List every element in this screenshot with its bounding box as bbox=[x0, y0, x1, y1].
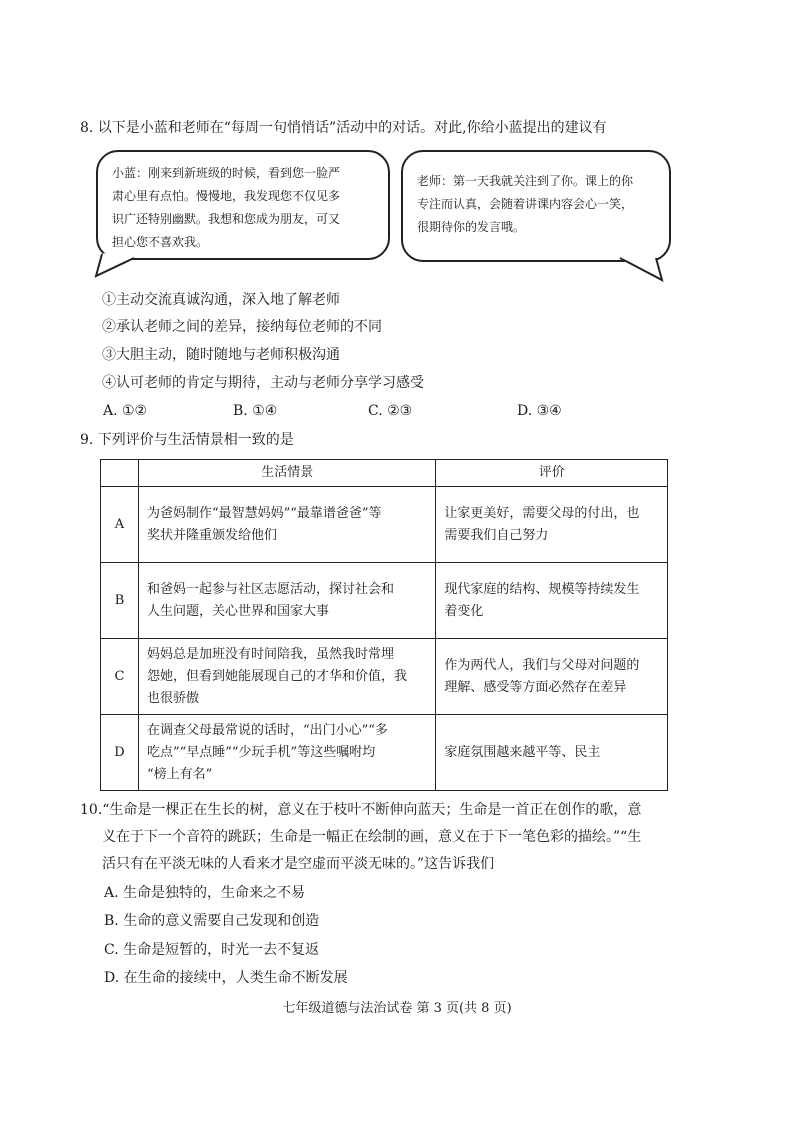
cell-line: 也很骄傲 bbox=[146, 690, 199, 706]
cell-line: 怨她，但看到她能展现自己的才华和价值，我 bbox=[146, 668, 407, 684]
q10-option-a: A. 生命是独特的，生命来之不易 bbox=[104, 885, 306, 901]
cell-line: 为爸妈制作“最智慧妈妈”“最靠谱爸爸”等 bbox=[146, 505, 382, 521]
cell-line: 奖状并隆重颁发给他们 bbox=[146, 527, 277, 543]
teacher-speech-bubble bbox=[401, 150, 671, 262]
cell-line: 人生问题，关心世界和国家大事 bbox=[146, 603, 329, 619]
choice-c: C. ②③ bbox=[368, 403, 413, 419]
q10-option-c: C. 生命是短暂的，时光一去不复返 bbox=[104, 942, 320, 958]
eval-cell bbox=[436, 639, 668, 715]
bubble-line: 小蓝：刚来到新班级的时候，看到您一脸严 bbox=[112, 166, 341, 180]
eval-cell bbox=[436, 563, 668, 639]
row-letter: A bbox=[101, 487, 139, 563]
cell-line: 着变化 bbox=[444, 603, 484, 619]
table-row bbox=[101, 715, 668, 791]
cell-line: 现代家庭的结构、规模等持续发生 bbox=[444, 581, 640, 597]
cell-line: 作为两代人，我们与父母对问题的 bbox=[444, 657, 640, 673]
cell-line: 需要我们自己努力 bbox=[444, 527, 549, 543]
q10-option-d: D. 在生命的接续中，人类生命不断发展 bbox=[104, 970, 348, 986]
q10-stem-line-2: 义在于下一个音符的跳跃；生命是一幅正在绘制的画，意义在于下一笔色彩的描绘。”“生 bbox=[102, 829, 642, 845]
cell-line: 在调查父母最常说的话时，“出门小心”“多 bbox=[146, 722, 388, 738]
cell-line: “榜上有名” bbox=[146, 766, 213, 782]
choice-d: D. ③④ bbox=[517, 403, 562, 419]
q9-table bbox=[100, 459, 668, 791]
choice-b: B. ①④ bbox=[233, 403, 278, 419]
student-speech-bubble bbox=[96, 150, 390, 260]
cell-line: 理解、感受等方面必然存在差异 bbox=[444, 679, 627, 695]
q8-stem: 8. 以下是小蓝和老师在“每周一句悄悄话”活动中的对话。对此,你给小蓝提出的建议有 bbox=[80, 120, 607, 136]
cell-line: 让家更美好，需要父母的付出，也 bbox=[444, 505, 640, 521]
row-letter: D bbox=[101, 715, 139, 791]
cell-line: 和爸妈一起参与社区志愿活动，探讨社会和 bbox=[146, 581, 394, 597]
page-footer: 七年级道德与法治试卷 第 3 页(共 8 页) bbox=[282, 1001, 512, 1016]
eval-cell bbox=[436, 715, 668, 791]
row-letter: B bbox=[101, 563, 139, 639]
bubble-line: 老师：第一天我就关注到了你。课上的你 bbox=[417, 174, 634, 188]
bubble-line: 识广还特别幽默。我想和您成为朋友，可又 bbox=[112, 212, 341, 226]
scene-cell bbox=[138, 563, 435, 639]
table-row bbox=[101, 639, 668, 715]
table-row bbox=[101, 563, 668, 639]
table-header-row bbox=[101, 460, 668, 487]
student-bubble-tail bbox=[94, 252, 154, 280]
bubble-line: 专注而认真，会随着讲课内容会心一笑， bbox=[417, 197, 634, 211]
scene-cell bbox=[138, 715, 435, 791]
statement-4: ④认可老师的肯定与期待，主动与老师分享学习感受 bbox=[102, 375, 424, 391]
choice-a: A. ①② bbox=[103, 403, 148, 419]
bubble-line: 肃心里有点怕。慢慢地，我发现您不仅见多 bbox=[112, 189, 341, 203]
header-scene: 生活情景 bbox=[138, 460, 435, 487]
statement-3: ③大胆主动，随时随地与老师积极沟通 bbox=[102, 347, 340, 363]
q9-stem: 9. 下列评价与生活情景相一致的是 bbox=[80, 432, 294, 448]
eval-cell bbox=[436, 487, 668, 563]
scene-cell bbox=[138, 487, 435, 563]
cell-line: 妈妈总是加班没有时间陪我，虽然我时常埋 bbox=[146, 646, 394, 662]
statement-2: ②承认老师之间的差异，接纳每位老师的不同 bbox=[102, 319, 382, 335]
q10-option-b: B. 生命的意义需要自己发现和创造 bbox=[104, 913, 320, 929]
cell-line: 家庭氛围越来越平等、民主 bbox=[444, 744, 601, 760]
teacher-bubble-tail bbox=[610, 254, 670, 286]
bubble-line: 很期待你的发言哦。 bbox=[417, 220, 526, 234]
table-row bbox=[101, 487, 668, 563]
q10-stem-line-3: 活只有在平淡无味的人看来才是空虚而平淡无味的。”这告诉我们 bbox=[102, 856, 495, 872]
header-evaluation: 评价 bbox=[436, 460, 668, 487]
bubble-line: 担心您不喜欢我。 bbox=[112, 235, 209, 249]
cell-line: 吃点”“早点睡”“少玩手机”等这些嘱咐均 bbox=[146, 744, 376, 760]
header-blank bbox=[101, 460, 139, 487]
statement-1: ①主动交流真诚沟通，深入地了解老师 bbox=[102, 292, 340, 308]
scene-cell bbox=[138, 639, 435, 715]
q10-stem-line-1: 10.“生命是一棵正在生长的树，意义在于枝叶不断伸向蓝天；生命是一首正在创作的歌，意 bbox=[80, 802, 642, 818]
row-letter: C bbox=[101, 639, 139, 715]
